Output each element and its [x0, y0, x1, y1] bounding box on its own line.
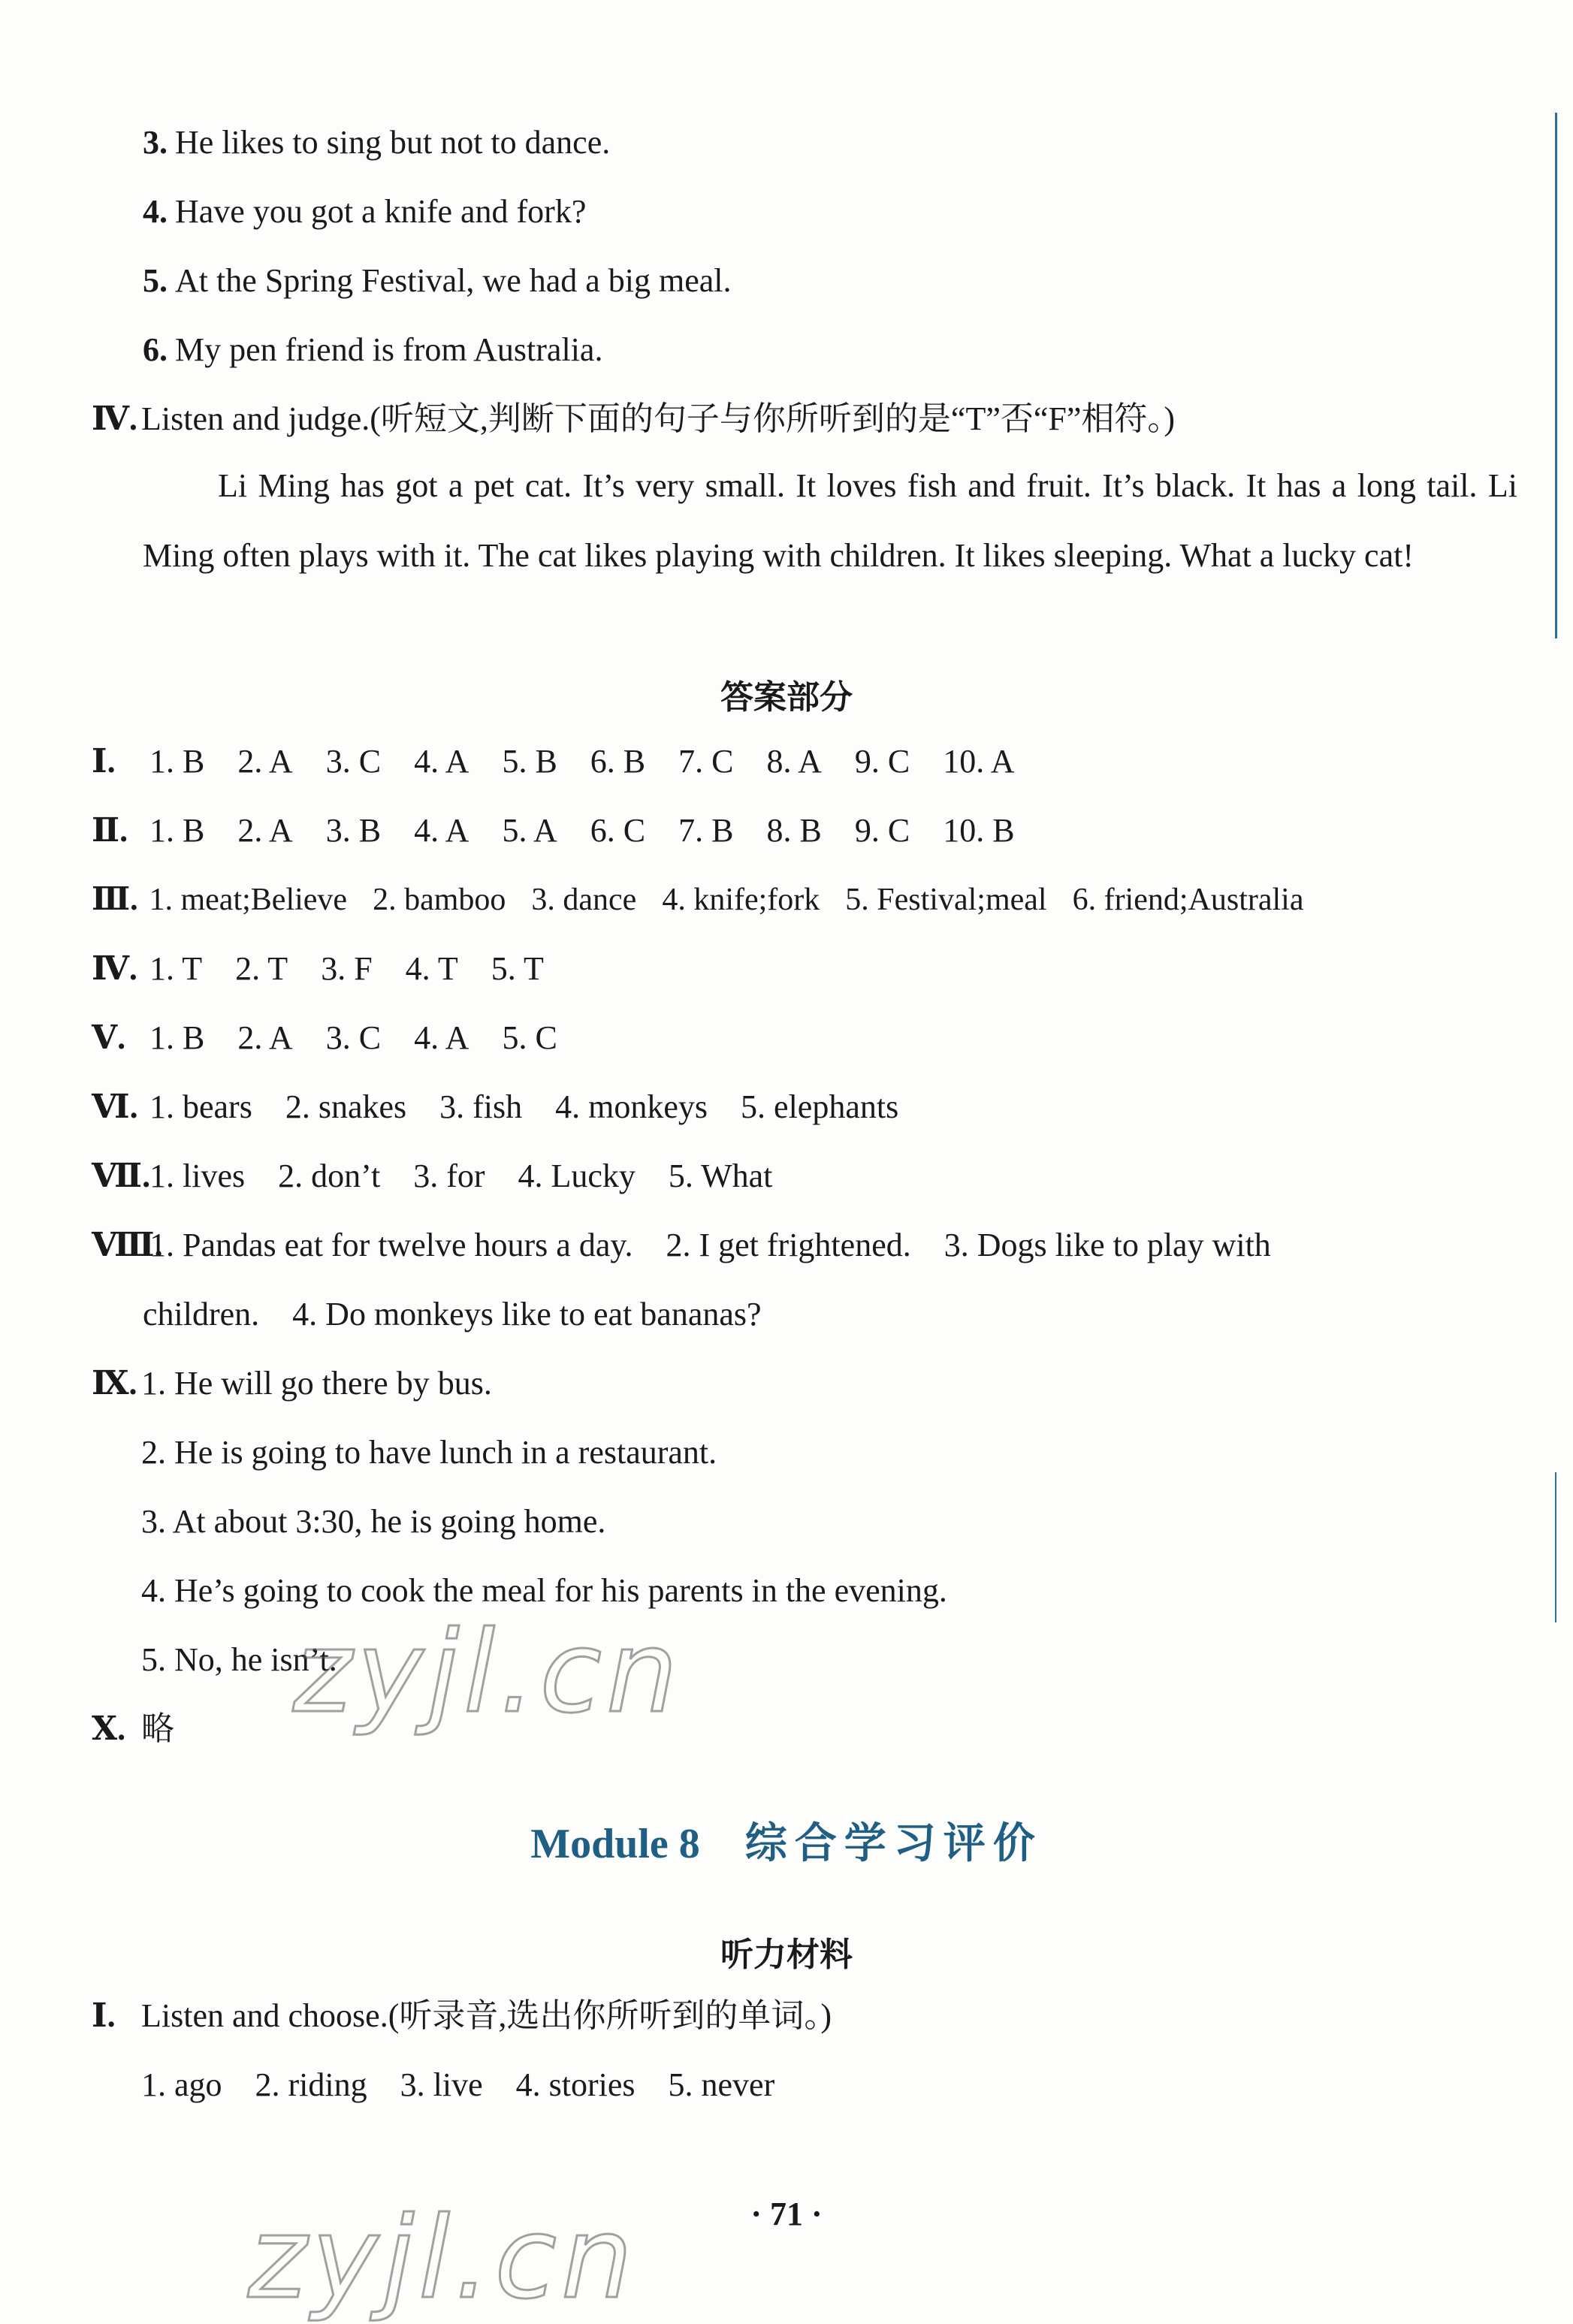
answer-item: 10. A	[943, 743, 1015, 780]
answer-item: 3. At about 3:30, he is going home.	[141, 1503, 606, 1540]
answer-item: 7. C	[678, 743, 734, 780]
answer-item: 1. B	[149, 812, 205, 849]
answer-row-vii: Ⅶ. 1. lives 2. don’t 3. for 4. Lucky 5. What	[92, 1154, 772, 1199]
answer-item: 3. Dogs like to play with	[943, 1227, 1271, 1263]
word-item: 3. live	[400, 2066, 483, 2103]
answer-item: 5. elephants	[741, 1088, 899, 1125]
answer-row-iii: Ⅲ. 1. meat;Believe 2. bamboo 3. dance 4. knife;fork 5. Festival;meal 6. friend;Australia	[92, 877, 1303, 922]
answer-item: 4. T	[405, 950, 458, 987]
answer-item: 9. C	[854, 812, 910, 849]
answer-item: 4. A	[414, 1019, 469, 1056]
answer-item: 1. T	[149, 950, 203, 987]
answer-item: 1. meat;Believe	[149, 883, 348, 917]
answer-item: 1. B	[149, 743, 205, 780]
answer-row-ix: Ⅸ. 1. He will go there by bus.	[92, 1365, 492, 1402]
answer-item: 5. T	[491, 950, 544, 987]
answer-item: 4. He’s going to cook the meal for his parents in the evening.	[141, 1572, 947, 1609]
right-margin-rule	[1555, 113, 1557, 638]
answer-item: 3. F	[321, 950, 373, 987]
answer-item: 3. C	[325, 1019, 382, 1056]
answer-row-v: Ⅴ. 1. B 2. A 3. C 4. A 5. C	[92, 1016, 557, 1061]
answer-row-iv: Ⅳ. 1. T 2. T 3. F 4. T 5. T	[92, 946, 544, 991]
watermark: zyjl.cn	[293, 1607, 683, 1738]
answer-item: 2. A	[237, 812, 293, 849]
answer-item: 2. don’t	[278, 1157, 381, 1194]
answer-row-x: Ⅹ. 略	[92, 1710, 174, 1748]
roman-numeral: Ⅳ.	[92, 400, 137, 437]
word-item: 1. ago	[141, 2066, 222, 2103]
answer-row-vi: Ⅵ. 1. bears 2. snakes 3. fish 4. monkeys 5. elephants	[92, 1085, 898, 1130]
answer-item: children.	[143, 1296, 260, 1333]
answer-item: 4. A	[414, 812, 469, 849]
right-margin-rule-lower	[1555, 1472, 1556, 1622]
answer-item: 9. C	[854, 743, 910, 780]
answer-item: 1. B	[149, 1019, 205, 1056]
answer-item: 5. Festival;meal	[845, 883, 1047, 917]
answer-item: 2. A	[237, 1019, 293, 1056]
answer-item: 4. A	[414, 743, 469, 780]
answer-item: 4. monkeys	[555, 1088, 708, 1125]
answer-row-viii: Ⅷ. 1. Pandas eat for twelve hours a day. 2. I get frightened. 3. Dogs like to play with	[92, 1223, 1271, 1268]
answer-item: 5. A	[502, 812, 557, 849]
listening-sentence: 6. My pen friend is from Australia.	[143, 331, 603, 368]
answer-item: 2. He is going to have lunch in a restaurant.	[141, 1434, 717, 1471]
page-number: · 71 ·	[750, 2196, 823, 2232]
answer-item: 5. No, he isn’t.	[141, 1641, 337, 1678]
answer-item: 2. T	[235, 950, 288, 987]
answer-item: 6. C	[590, 812, 646, 849]
listening-heading: 听力材料	[720, 1936, 853, 1974]
listening-sentence: 4. Have you got a knife and fork?	[143, 193, 587, 230]
answer-item: 2. I get frightened.	[666, 1227, 911, 1263]
answer-item: 3. B	[325, 812, 382, 849]
answer-row-i: Ⅰ. 1. B 2. A 3. C 4. A 5. B 6. B 7. C 8. A 9. C 10. A	[92, 739, 1015, 784]
answer-item: 3. dance	[531, 883, 637, 917]
answer-item: 1. He will go there by bus.	[141, 1365, 492, 1402]
answer-item: 5. What	[668, 1157, 773, 1194]
listening-sentence: 3. He likes to sing but not to dance.	[143, 124, 611, 161]
answer-heading: 答案部分	[720, 678, 853, 717]
answer-item: 1. lives	[149, 1157, 246, 1194]
section-iv-passage: Li Ming has got a pet cat. It’s very small. It loves fish and fruit. It’s black. It has a long tail. Li Ming often plays with it. The cat likes playing with children. It likes sleeping. What a lucky cat!	[143, 467, 1517, 574]
listening-sentence: 5. At the Spring Festival, we had a big meal.	[143, 262, 732, 299]
module-title: Module 8 综合学习评价	[530, 1819, 1043, 1868]
answer-item: 2. snakes	[285, 1088, 407, 1125]
answer-row-ii: Ⅱ. 1. B 2. A 3. B 4. A 5. A 6. C 7. B 8. B 9. C 10. B	[92, 808, 1015, 853]
module-i-instruction: Ⅰ. Listen and choose.(听录音,选出你所听到的单词。)	[92, 1997, 832, 2034]
answer-item: 4. Do monkeys like to eat bananas?	[292, 1296, 762, 1333]
answer-item: 4. knife;fork	[662, 883, 820, 917]
answer-row-viii-cont	[143, 1292, 762, 1337]
answer-item: 7. B	[678, 812, 734, 849]
section-iv-instruction: Ⅳ. Listen and judge.(听短文,判断下面的句子与你所听到的是“T”否“F”相符。)	[92, 397, 1175, 442]
answer-item: 3. C	[325, 743, 382, 780]
answer-item: 8. A	[766, 743, 822, 780]
word-item: 2. riding	[255, 2066, 367, 2103]
answer-item: 1. Pandas eat for twelve hours a day.	[149, 1227, 633, 1263]
answer-item: 5. B	[502, 743, 557, 780]
answer-item: 2. bamboo	[373, 883, 506, 917]
answer-item: 1. bears	[149, 1088, 252, 1125]
answer-item: 2. A	[237, 743, 293, 780]
module-i-words	[141, 2063, 774, 2108]
answer-item: 10. B	[943, 812, 1015, 849]
answer-item: 4. Lucky	[518, 1157, 636, 1194]
word-item: 4. stories	[515, 2066, 636, 2103]
answer-item: 5. C	[502, 1019, 557, 1056]
answer-item: 6. B	[590, 743, 646, 780]
answer-item: 3. for	[413, 1157, 485, 1194]
watermark-bottom: zyjl.cn	[248, 2193, 638, 2324]
answer-item: 8. B	[766, 812, 822, 849]
answer-item: 6. friend;Australia	[1072, 883, 1304, 917]
answer-item: 3. fish	[439, 1088, 523, 1125]
word-item: 5. never	[668, 2066, 775, 2103]
